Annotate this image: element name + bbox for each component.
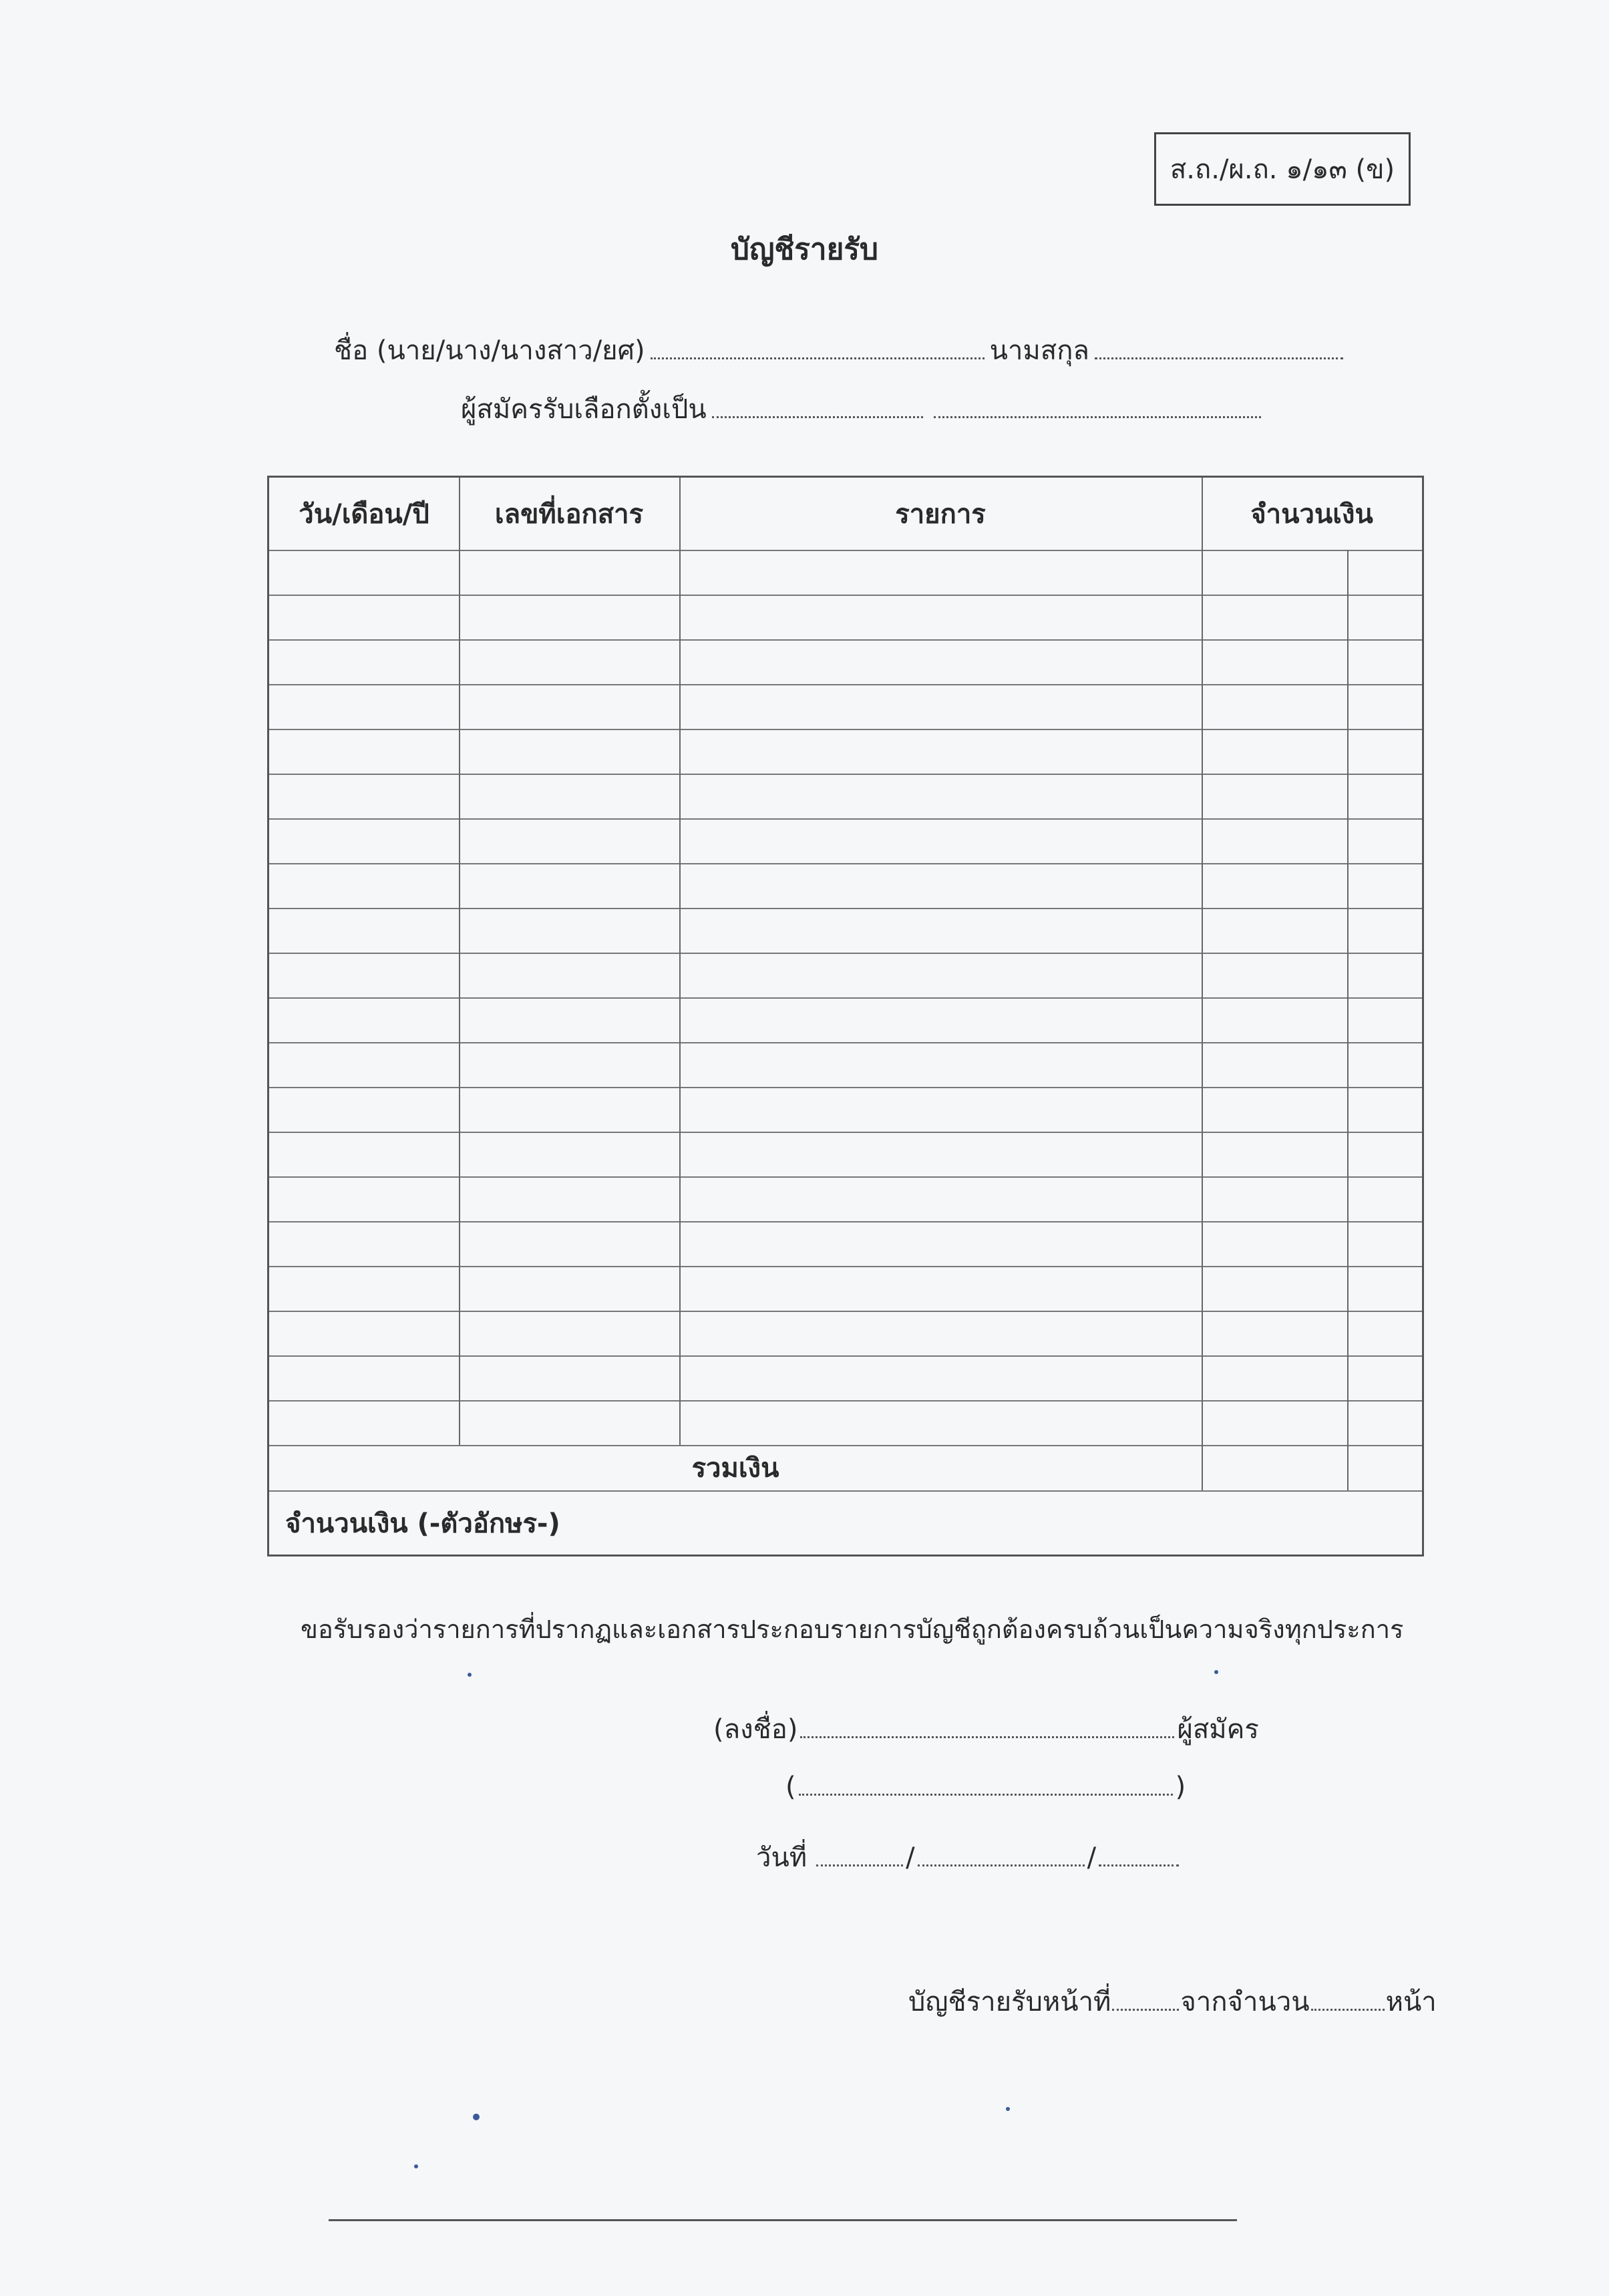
table-row[interactable] [269,863,1422,908]
table-row[interactable] [269,774,1422,818]
table-row[interactable] [269,997,1422,1042]
ink-speck [468,1673,472,1677]
amount-words-label: จำนวนเงิน (-ตัวอักษร-) [285,1508,560,1539]
header-doc-no: เลขที่เอกสาร [494,499,644,530]
table-row[interactable] [269,953,1422,997]
table-row[interactable] [269,1132,1422,1176]
table-row[interactable] [269,908,1422,953]
paren-close: ) [1175,1772,1186,1802]
sign-suffix: ผู้สมัคร [1177,1714,1259,1745]
page-info-middle: จากจำนวน [1180,1987,1310,2017]
ink-speck [473,2114,480,2120]
table-row[interactable] [269,1042,1422,1087]
ink-speck [1214,1670,1218,1674]
form-code: ส.ถ./ผ.ถ. ๑/๑๓ (ข) [1170,154,1395,185]
candidate-position-field[interactable] [712,414,923,418]
name-label: ชื่อ (นาย/นาง/นางสาว/ยศ) [334,335,645,366]
date-month-field[interactable] [918,1862,1085,1866]
ledger-table [267,476,1424,1556]
table-row-line [269,1490,1422,1492]
candidate-label: ผู้สมัครรับเลือกตั้งเป็น [461,394,707,425]
printed-name-row [785,1772,1186,1802]
table-row[interactable] [269,1266,1422,1311]
page-info-prefix: บัญชีรายรับหน้าที่ [908,1987,1111,2017]
surname-field[interactable] [1095,355,1343,359]
table-row[interactable] [269,684,1422,729]
table-row[interactable] [269,1221,1422,1266]
header-date: วัน/เดือน/ปี [299,499,429,530]
table-row[interactable] [269,1176,1422,1221]
date-sep-1: / [906,1842,915,1873]
bottom-rule [329,2219,1237,2221]
table-row[interactable] [269,639,1422,684]
surname-label: นามสกุล [989,335,1089,366]
date-label: วันที่ [756,1842,808,1873]
table-row[interactable] [269,595,1422,639]
candidate-row [461,387,1266,430]
form-code-box [1154,132,1411,206]
sign-prefix: (ลงชื่อ) [713,1714,798,1745]
page-total-field[interactable] [1311,2006,1385,2011]
page-info-suffix: หน้า [1385,1987,1437,2017]
table-row[interactable] [269,1087,1422,1132]
table-row[interactable] [269,1355,1422,1400]
name-row [334,329,1349,371]
date-day-field[interactable] [816,1862,903,1866]
paren-open: ( [785,1772,796,1802]
header-amount: จำนวนเงิน [1250,499,1373,530]
page-info-row [908,1980,1437,2023]
table-row[interactable] [269,1311,1422,1355]
page-number-field[interactable] [1112,2006,1179,2011]
date-year-field[interactable] [1099,1862,1179,1866]
header-item: รายการ [895,499,986,530]
ink-speck [1006,2107,1010,2111]
page-title: บัญชีรายรับ [731,232,878,267]
printed-name-field[interactable] [799,1791,1173,1796]
certification-text: ขอรับรองว่ารายการที่ปรากฏและเอกสารประกอบรายการบัญชีถูกต้องครบถ้วนเป็นความจริงทุกประการ [301,1615,1404,1644]
signature-field[interactable] [800,1734,1174,1738]
total-label: รวมเงิน [691,1453,779,1484]
ink-speck [414,2164,418,2168]
candidate-area-field[interactable] [934,414,1261,418]
table-row[interactable] [269,818,1422,863]
signature-row [713,1707,1259,1750]
table-row-line [269,1445,1422,1446]
table-row[interactable] [269,729,1422,774]
date-sep-2: / [1087,1842,1097,1873]
date-row [756,1836,1182,1878]
table-row[interactable] [269,1400,1422,1445]
table-row[interactable] [269,550,1422,595]
name-field[interactable] [651,355,985,359]
